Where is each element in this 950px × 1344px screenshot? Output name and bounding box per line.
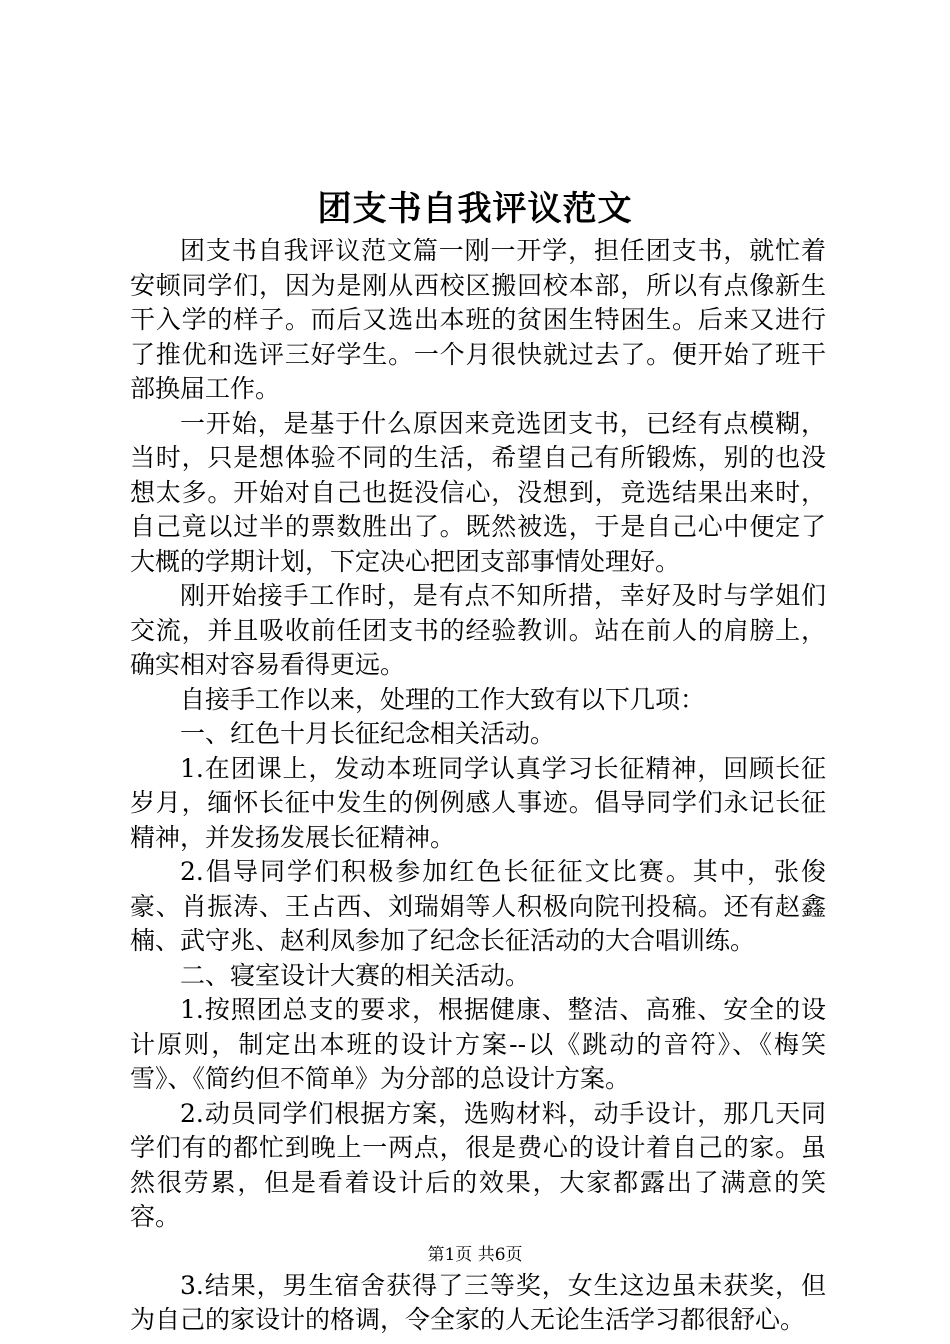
paragraph: 1.在团课上，发动本班同学认真学习长征精神，回顾长征岁月，缅怀长征中发生的例例感人事迹。倡导同学们永记长征精神，并发扬发展长征精神。 <box>130 753 826 852</box>
paragraph: 1.按照团总支的要求，根据健康、整洁、高雅、安全的设计原则，制定出本班的设计方案--以《跳动的音符》、《梅笑雪》、《简约但不简单》为分部的总设计方案。 <box>130 995 826 1093</box>
section-heading: 二、寝室设计大赛的相关活动。 <box>180 960 531 990</box>
paragraph: 2.倡导同学们积极参加红色长征征文比赛。其中，张俊豪、肖振涛、王占西、刘瑞娟等人积极向院刊投稿。还有赵鑫楠、武守兆、赵利凤参加了纪念长征活动的大合唱训练。 <box>130 857 826 955</box>
paragraph: 自接手工作以来，处理的工作大致有以下几项： <box>180 684 706 714</box>
paragraph: 刚开始接手工作时，是有点不知所措，幸好及时与学姐们交流，并且吸收前任团支书的经验教训。站在前人的肩膀上，确实相对容易看得更远。 <box>130 581 826 679</box>
document-title: 团支书自我评议范文 <box>317 189 633 229</box>
paragraph: 3.结果，男生宿舍获得了三等奖，女生这边虽未获奖，但为自己的家设计的格调，令全家的人无论生活学习都很舒心。 <box>130 1270 826 1334</box>
document-body <box>130 234 826 1338</box>
section-heading: 一、红色十月长征纪念相关活动。 <box>180 719 556 748</box>
paragraph: 团支书自我评议范文篇一刚一开学，担任团支书，就忙着安顿同学们，因为是刚从西校区搬回校本部，所以有点像新生干入学的样子。而后又选出本班的贫困生特困生。后来又进行了推优和选评三好学生。一个月很快就过去了。便开始了班干部换届工作。 <box>130 236 826 403</box>
page-number-footer: 第1页 共6页 <box>427 1245 523 1265</box>
paragraph: 一开始，是基于什么原因来竞选团支书，已经有点模糊，当时，只是想体验不同的生活，希望自己有所锻炼，别的也没想太多。开始对自己也挺没信心，没想到，竞选结果出来时，自己竟以过半的票数胜出了。既然被选，于是自己心中便定了大概的学期计划，下定决心把团支部事情处理好。 <box>130 408 826 576</box>
paragraph: 2.动员同学们根据方案，选购材料，动手设计，那几天同学们有的都忙到晚上一两点，很是费心的设计着自己的家。虽然很劳累，但是看着设计后的效果，大家都露出了满意的笑容。 <box>130 1098 826 1231</box>
